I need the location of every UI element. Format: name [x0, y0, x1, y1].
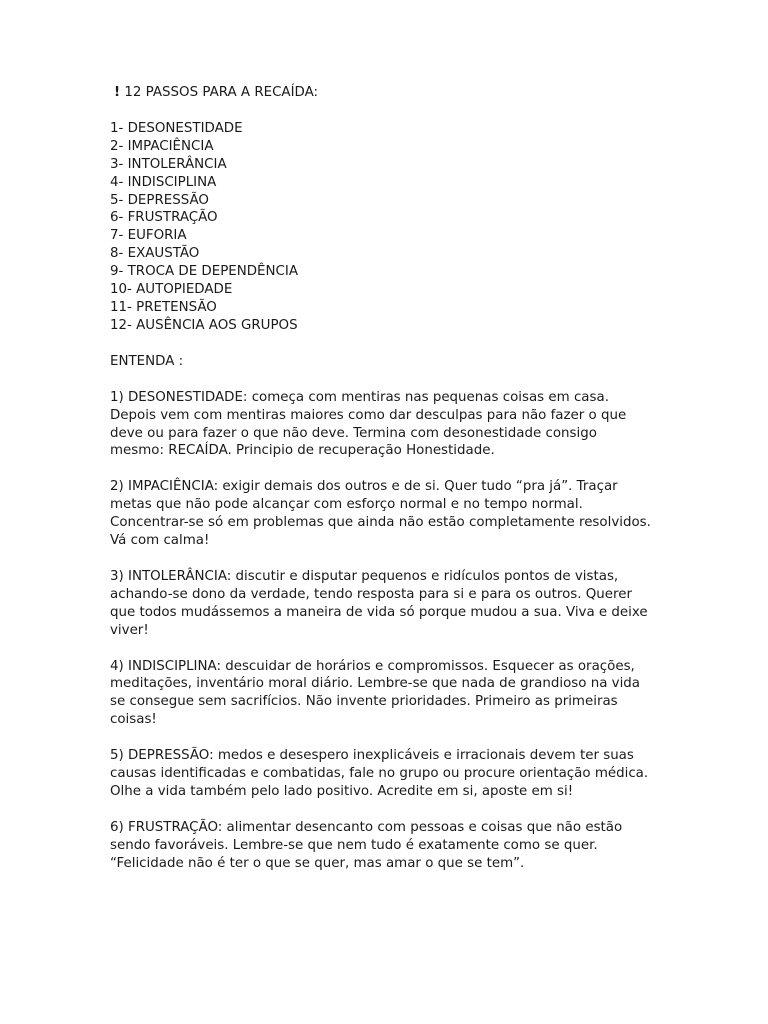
steps-list [110, 120, 655, 335]
paragraph-frustracao: 6) FRUSTRAÇÃO: alimentar desencanto com pessoas e coisas que não estão sendo favoráveis. Lembre-se que nem tudo é exatamente como se quer. “Felicidade não é ter o que se quer, mas amar o que se tem”. [110, 819, 623, 871]
title-text: 12 PASSOS PARA A RECAÍDA: [124, 85, 319, 100]
title-exclamation-mark: ! [114, 85, 121, 100]
step-item: 2- IMPACIÊNCIA [110, 138, 214, 154]
step-item: 3- INTOLERÂNCIA [110, 156, 227, 172]
paragraph-desonestidade: 1) DESONESTIDADE: começa com mentiras nas pequenas coisas em casa. Depois vem com mentiras maiores como dar desculpas para não fazer o que deve ou para fazer o que não deve. Termina com desonestidade consigo mesmo: RECAÍDA. Principio de recuperação Honestidade. [110, 389, 627, 459]
document-title [110, 84, 655, 102]
step-item: 11- PRETENSÃO [110, 299, 217, 315]
step-item: 4- INDISCIPLINA [110, 174, 217, 190]
document-page [110, 84, 655, 891]
step-item: 7- EUFORIA [110, 228, 187, 244]
step-item: 9- TROCA DE DEPENDÊNCIA [110, 264, 298, 280]
step-item: 10- AUTOPIEDADE [110, 282, 233, 298]
step-item: 6- FRUSTRAÇÃO [110, 210, 218, 226]
paragraph-depressao: 5) DEPRESSÃO: medos e desespero inexplicáveis e irracionais devem ter suas causas identificadas e combatidas, fale no grupo ou procure orientação médica. Olhe a vida também pelo lado positivo. Acredite em si, aposte em si! [110, 748, 649, 799]
paragraph-indisciplina: 4) INDISCIPLINA: descuidar de horários e compromissos. Esquecer as orações, meditações, inventário moral diário. Lembre-se que nada de grandioso na vida se consegue sem sacrifícios. Não invente prioridades. Primeiro as primeiras coisas! [110, 658, 641, 728]
step-item: 5- DEPRESSÃO [110, 192, 209, 208]
step-item: 8- EXAUSTÃO [110, 246, 200, 262]
explain-heading: ENTENDA : [110, 353, 184, 369]
step-item: 12- AUSÊNCIA AOS GRUPOS [110, 317, 298, 333]
step-item: 1- DESONESTIDADE [110, 120, 243, 136]
paragraph-impaciencia: 2) IMPACIÊNCIA: exigir demais dos outros e de si. Quer tudo “pra já”. Traçar metas que não pode alcançar com esforço normal e no tempo normal. Concentrar-se só em problemas que ainda não estão completamente resolvidos. Vá com calma! [110, 479, 651, 549]
paragraph-intolerancia: 3) INTOLERÂNCIA: discutir e disputar pequenos e ridículos pontos de vistas, achando-se dono da verdade, tendo resposta para si e para os outros. Querer que todos mudássemos a maneira de vida só porque mudou a sua. Viva e deixe viver! [110, 568, 648, 638]
